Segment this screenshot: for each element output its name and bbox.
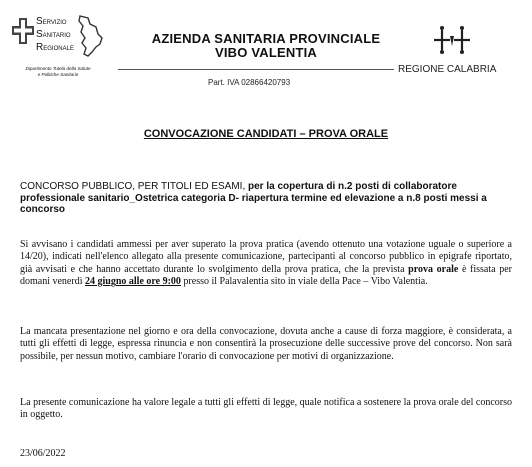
servizio-sanitario-regionale-logo (6, 12, 118, 76)
calabria-map-icon (76, 14, 106, 58)
logo-department: Dipartimento Tutela della Salute e Politiche Sanitarie (25, 66, 91, 77)
competition-description: CONCORSO PUBBLICO, PER TITOLI ED ESAMI, per la copertura di n.2 posti di collaboratore professionale sanitario_Ostetrica categoria D- riapertura termine ed elevazione a n.8 posti messi a concorso (20, 181, 487, 215)
header-divider (118, 69, 394, 70)
paragraph-convocation: Si avvisano i candidati ammessi per aver superato la prova pratica (avendo ottenuto una votazione uguale o superiore a 14/20), indicati nell'elenco allegato alla presente comunicazione, partecipanti al concorso pubblico in epigrafe riportato, già avvisati e che hanno accettato durante lo svolgimento della prova pratica, che la prevista prova orale è fissata per domani venerdì 24 giugno alle ore 9:00 presso il Palavalentia sito in viale della Pace – Vibo Valentia. (20, 239, 512, 288)
vat-number: Part. IVA 02866420793 (208, 78, 291, 87)
document-date: 23/06/2022 (20, 448, 66, 459)
region-emblem-icon (432, 24, 472, 58)
paragraph-legal-value: La presente comunicazione ha valore legale a tutti gli effetti di legge, quale notifica a sostenere la prova orale del concorso in oggetto. (20, 397, 512, 421)
logo-letters: SERVIZIO SANITARIO REGIONALE (36, 16, 74, 53)
regional-health-cross-icon (12, 18, 34, 44)
page-title: CONVOCAZIONE CANDIDATI – PROVA ORALE (143, 128, 389, 140)
paragraph-absence: La mancata presentazione nel giorno e ora della convocazione, dovuta anche a cause di forza maggiore, è considerata, a tutti gli effetti di legge, espressa rinuncia e non consentirà la prosecuzione delle successive prove del concorso. Non sarà possibile, per nessun motivo, cambiare l'orario di convocazione per motivi di organizzazione. (20, 326, 512, 362)
agency-name: AZIENDA SANITARIA PROVINCIALE VIBO VALENTIA (151, 31, 381, 60)
region-name: REGIONE CALABRIA (398, 64, 497, 75)
